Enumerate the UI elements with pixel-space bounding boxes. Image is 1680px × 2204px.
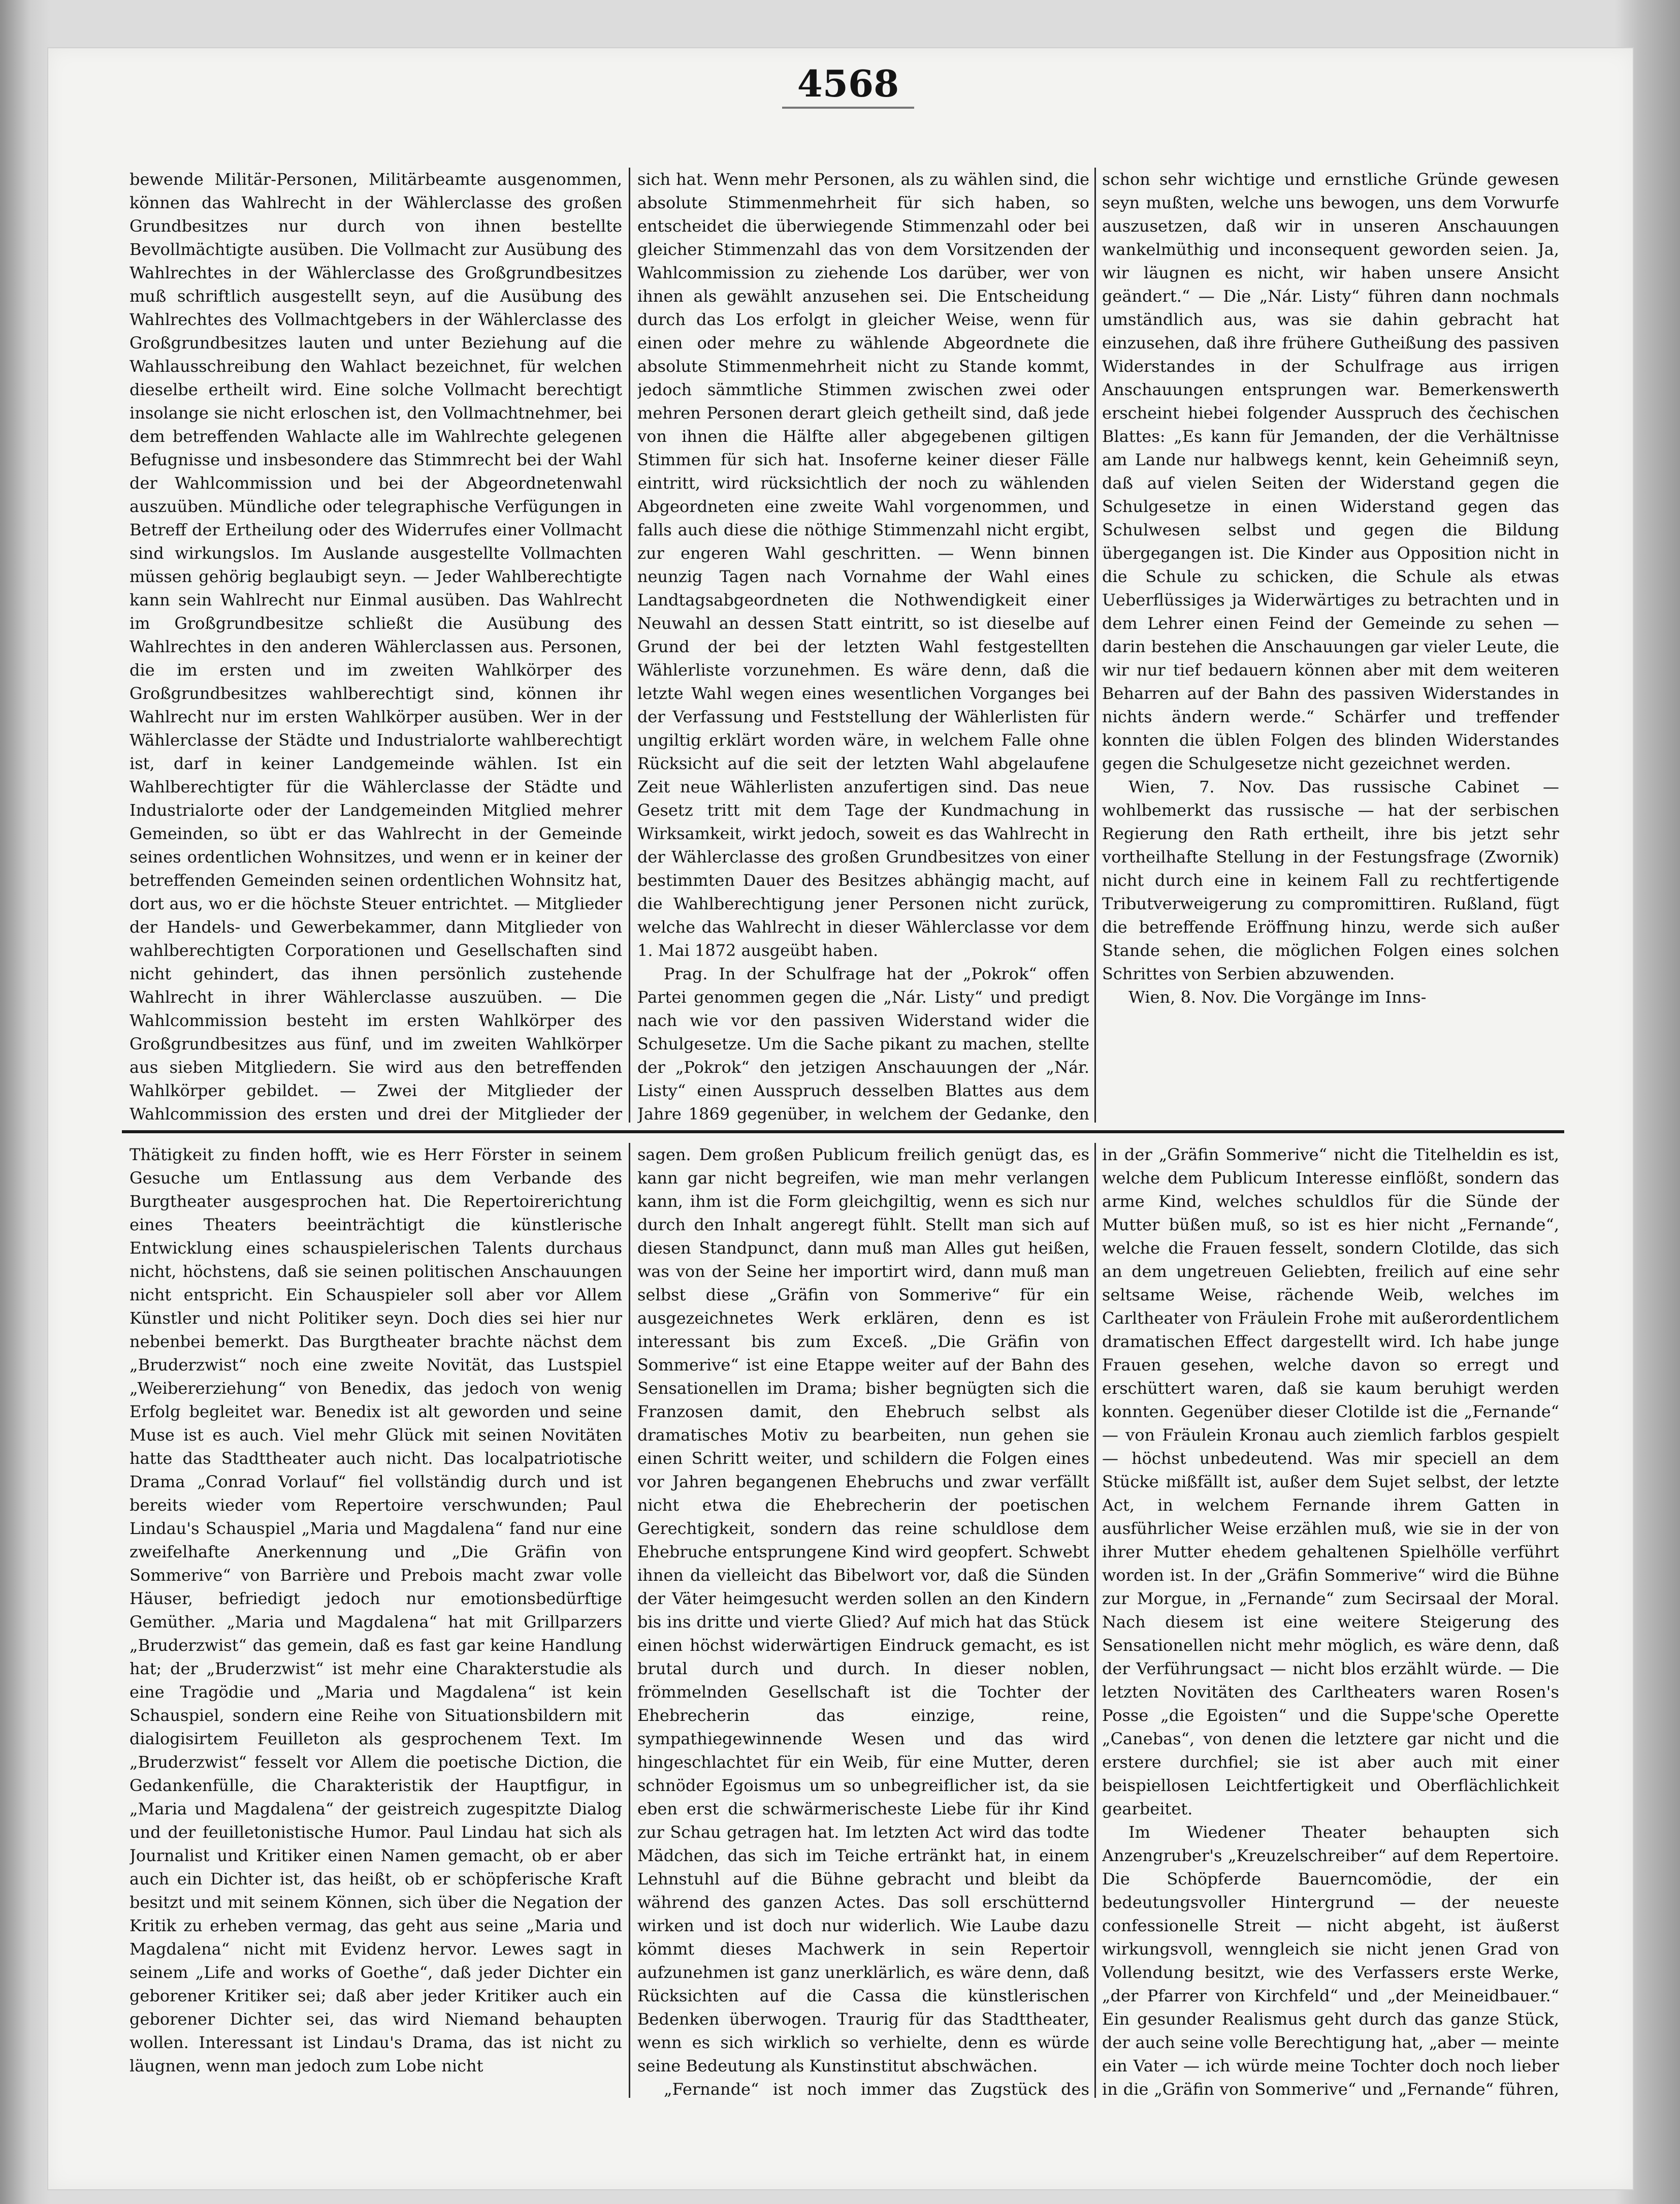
- paragraph: schon sehr wichtige und ernstliche Gründe gewesen seyn mußten, welche uns bewogen, uns dem Vorwurfe auszusetzen, daß wir in unseren Anschauungen wankelmüthig und inconsequent geworden seien. Ja, wir läugnen es nicht, wir haben unsere Ansicht geändert.“ — Die „Nár. Listy“ führen dann nochmals umständlich aus, was sie dahin gebracht hat einzusehen, daß ihre frühere Gutheißung des passiven Widerstandes in der Schulfrage aus irrigen Anschauungen entsprungen war. Bemerkenswerth erscheint hiebei folgender Ausspruch des čechischen Blattes: „Es kann für Jemanden, der die Verhältnisse am Lande nur halbwegs kennt, kein Geheimniß seyn, daß auf vielen Seiten der Widerstand gegen die Schulgesetze in einen Widerstand gegen das Schulwesen selbst und gegen die Bildung übergegangen ist. Die Kinder aus Opposition nicht in die Schule zu schicken, die Schule als etwas Ueberflüssiges ja Widerwärtiges zu betrachten und in dem Lehrer einen Feind der Gemeinde zu sehen — darin bestehen die Anschauungen gar vieler Leute, die wir nur tief bedauern können aber mit dem weiteren Beharren auf der Bahn des passiven Widerstandes in nichts ändern werde.“ Schärfer und treffender konnten die üblen Folgen des blinden Widerstandes gegen die Schulgesetze nicht gezeichnet werden.: [1102, 170, 1559, 773]
- paragraph: Wien, 7. Nov. Das russische Cabinet — wohlbemerkt das russische — hat der serbischen Regierung den Rath ertheilt, ihre bis jetzt sehr vortheilhafte Stellung in der Festungsfrage (Zwornik) nicht durch eine in keinem Fall zu rechtfertigende Tributverweigerung zu compromittiren. Rußland, fügt die betreffende Eröffnung hinzu, werde sich außer Stande sehen, die möglichen Folgen eines solchen Schrittes von Serbien abzuwenden.: [1102, 777, 1559, 983]
- upper-column-3: [1102, 168, 1559, 1128]
- lower-column-divider-2: [1094, 1143, 1096, 2098]
- paragraph: in der „Gräfin Sommerive“ nicht die Titelheldin es ist, welche dem Publicum Interesse einflößt, sondern das arme Kind, welches schuldlos für die Sünde der Mutter büßen muß, so ist es hier nicht „Fernande“, welche die Frauen fesselt, sondern Clotilde, das sich an dem ungetreuen Geliebten, freilich auf eine sehr seltsame Weise, rächende Weib, welches im Carltheater von Fräulein Frohe mit außerordentlichem dramatischen Effect dargestellt wird. Ich habe junge Frauen gesehen, welche davon so erregt und erschüttert waren, daß sie kaum beruhigt werden konnten. Gegenüber dieser Clotilde ist die „Fernande“ — von Fräulein Kronau auch ziemlich farblos gespielt — höchst unbedeutend. Was mir speciell an dem Stücke mißfällt ist, außer dem Sujet selbst, der letzte Act, in welchem Fernande ihrem Gatten in ausführlicher Weise erzählen muß, wie sie in der von ihrer Mutter ehedem gehaltenen Spielhölle verführt worden ist. In der „Gräfin Sommerive“ wird die Bühne zur Morgue, in „Fernande“ zum Secirsaal der Moral. Nach diesem ist eine weitere Steigerung des Sensationellen nicht mehr möglich, es wäre denn, daß der Verführungsact — nicht blos erzählt würde. — Die letzten Novitäten des Carltheaters waren Rosen's Posse „die Egoisten“ und die Suppe'sche Operette „Canebas“, von denen die letztere gar nicht und die erstere durchfiel; sie ist aber auch mit einer beispiellosen Leichtfertigkeit und Oberflächlichkeit gearbeitet.: [1102, 1145, 1559, 1818]
- lower-column-1: [130, 1143, 622, 2098]
- paragraph: bewende Militär-Personen, Militärbeamte ausgenommen, können das Wahlrecht in der Wählerclasse des großen Grundbesitzes nur durch von ihnen bestellte Bevollmächtigte ausüben. Die Vollmacht zur Ausübung des Wahlrechtes in der Wählerclasse des Großgrundbesitzes muß schriftlich ausgestellt seyn, auf die Ausübung des Wahlrechtes des Vollmachtgebers in der Wählerclasse des Großgrundbesitzes lauten und unter Beziehung auf die Wahlausschreibung den Wahlact bezeichnet, für welchen dieselbe ertheilt wird. Eine solche Vollmacht berechtigt insolange sie nicht erloschen ist, den Vollmachtnehmer, bei dem betreffenden Wahlacte alle im Wahlrechte gelegenen Befugnisse und insbesondere das Stimmrecht bei der Wahl der Wahlcommission und bei der Abgeordnetenwahl auszuüben. Mündliche oder telegraphische Verfügungen in Betreff der Ertheilung oder des Widerrufes einer Vollmacht sind wirkungslos. Im Auslande ausgestellte Vollmachten müssen gehörig beglaubigt seyn. — Jeder Wahlberechtigte kann sein Wahlrecht nur Einmal ausüben. Das Wahlrecht im Großgrundbesitze schließt die Ausübung des Wahlrechtes in den anderen Wählerclassen aus. Personen, die im ersten und im zweiten Wahlkörper des Großgrundbesitzes wahlberechtigt sind, können ihr Wahlrecht nur im ersten Wahlkörper ausüben. Wer in der Wählerclasse der Städte und Industrialorte wahlberechtigt ist, darf in keiner Landgemeinde wählen. Ist ein Wahlberechtigter für die Wählerclasse der Städte und Industrialorte oder der Landgemeinden Mitglied mehrer Gemeinden, so übt er das Wahlrecht in der Gemeinde seines ordentlichen Wohnsitzes, und wenn er in keiner der betreffenden Gemeinden seinen ordentlichen Wohnsitz hat, dort aus, wo er die höchste Steuer entrichtet. — Mitglieder der Handels- und Gewerbekammer, dann Mitglieder von wahlberechtigten Corporationen und Gesellschaften sind nicht gehindert, das ihnen persönlich zustehende Wahlrecht in ihrer Wählerclasse auszuüben. — Die Wahlcommission besteht im ersten Wahlkörper des Großgrundbesitzes aus fünf, und im zweiten Wahlkörper aus sieben Mitgliedern. Sie wird aus den betreffenden Wahlkörper gebildet. — Zwei der Mitglieder der Wahlcommission des ersten und drei der Mitglieder der: [130, 170, 622, 1124]
- lower-column-3: [1102, 1143, 1559, 2098]
- upper-column-divider-1: [629, 168, 630, 1123]
- paragraph: Im Wiedener Theater behaupten sich Anzengruber's „Kreuzelschreiber“ auf dem Repertoire. Die Schöpferde Bauerncomödie, der ein bedeutungsvoller Hintergrund — der neueste confessionelle Streit — nicht abgeht, ist äußerst wirkungsvoll, wenngleich sie nicht jenen Grad von Vollendung besitzt, wie des Verfassers erste Werke, „der Pfarrer von Kirchfeld“ und „der Meineidbauer.“ Ein gesunder Realismus geht durch das ganze Stück, der auch seine volle Berechtigung hat, „aber — meinte ein Vater — ich würde meine Tochter doch noch lieber in die „Gräfin von Sommerive“ und „Fernande“ führen,: [1102, 1823, 1559, 2098]
- lower-column-2: [637, 1143, 1089, 2098]
- paragraph: Prag. In der Schulfrage hat der „Pokrok“ offen Partei genommen gegen die „Nár. Listy“ und predigt nach wie vor den passiven Widerstand wider die Schulgesetze. Um die Sache pikant zu machen, stellte der „Pokrok“ den jetzigen Anschauungen der „Nár. Listy“ einen Ausspruch desselben Blattes aus dem Jahre 1869 gegenüber, in welchem der Gedanke, den: [637, 964, 1089, 1124]
- paragraph: sagen. Dem großen Publicum freilich genügt das, es kann gar nicht begreifen, wie man mehr verlangen kann, ihm ist die Form gleichgiltig, wenn es sich nur durch den Inhalt angeregt fühlt. Stellt man sich auf diesen Standpunct, dann muß man Alles gut heißen, was von der Seine her importirt wird, dann muß man selbst diese „Gräfin von Sommerive“ für ein ausgezeichnetes Werk erklären, denn es ist interessant bis zum Exceß. „Die Gräfin von Sommerive“ ist eine Etappe weiter auf der Bahn des Sensationellen im Drama; bisher begnügten sich die Franzosen damit, den Ehebruch selbst als dramatisches Motiv zu bearbeiten, nun gehen sie einen Schritt weiter, und schildern die Folgen eines vor Jahren begangenen Ehebruchs und zwar verfällt nicht etwa die Ehebrecherin der poetischen Gerechtigkeit, sondern das reine schuldlose dem Ehebruche entsprungene Kind wird geopfert. Schwebt ihnen da vielleicht das Bibelwort vor, daß die Sünden der Väter heimgesucht werden sollen an den Kindern bis ins dritte und vierte Glied? Auf mich hat das Stück einen höchst widerwärtigen Eindruck gemacht, es ist brutal durch und durch. In dieser noblen, frömmelnden Gesellschaft ist die Tochter der Ehebrecherin das einzige, reine, sympathiegewinnende Wesen und das wird hingeschlachtet für ein Weib, für eine Mutter, deren schnöder Egoismus um so unbegreiflicher ist, da sie eben erst die schwärmerischeste Liebe für ihr Kind zur Schau getragen hat. Im letzten Act wird das todte Mädchen, das sich im Teiche ertränkt hat, in einem Lehnstuhl auf die Bühne gebracht und bleibt da während des ganzen Actes. Das soll erschütternd wirken und ist doch nur widerlich. Wie Laube dazu kömmt dieses Machwerk in sein Repertoir aufzunehmen ist ganz unerklärlich, es wäre denn, daß Rücksichten auf die Cassa die künstlerischen Bedenken überwogen. Traurig für das Stadttheater, wenn es sich wirklich so verhielte, denn es würde seine Bedeutung als Kunstinstitut abschwächen.: [637, 1145, 1089, 2075]
- page-number: 4568: [797, 62, 899, 105]
- page-number-underline: [782, 107, 914, 109]
- upper-column-1: [130, 168, 622, 1128]
- paragraph: Wien, 8. Nov. Die Vorgänge im Inns-: [1128, 987, 1427, 1007]
- lower-column-divider-1: [629, 1143, 630, 2098]
- paragraph: sich hat. Wenn mehr Personen, als zu wählen sind, die absolute Stimmenmehrheit für sich haben, so entscheidet die überwiegende Stimmenzahl oder bei gleicher Stimmenzahl das von dem Vorsitzenden der Wahlcommission zu ziehende Los darüber, wer von ihnen als gewählt anzusehen sei. Die Entscheidung durch das Los erfolgt in gleicher Weise, wenn für einen oder mehre zu wählende Abgeordnete die absolute Stimmenmehrheit nicht zu Stande kommt, jedoch sämmtliche Stimmen zwischen zwei oder mehren Personen derart gleich getheilt sind, daß jede von ihnen die Hälfte aller abgegebenen giltigen Stimmen für sich hat. Insoferne keiner dieser Fälle eintritt, wird rücksichtlich der noch zu wählenden Abgeordneten eine zweite Wahl vorgenommen, und falls auch diese die nöthige Stimmenzahl nicht ergibt, zur engeren Wahl geschritten. — Wenn binnen neunzig Tagen nach Vornahme der Wahl eines Landtagsabgeordneten die Nothwendigkeit einer Neuwahl an dessen Statt eintritt, so ist dieselbe auf Grund der bei der letzten Wahl festgestellten Wählerliste vorzunehmen. Es wäre denn, daß die letzte Wahl wegen eines wesentlichen Vorganges bei der Verfassung und Feststellung der Wählerlisten für ungiltig erklärt worden wäre, in welchem Falle ohne Rücksicht auf die seit der letzten Wahl abgelaufene Zeit neue Wählerlisten anzufertigen sind. Das neue Gesetz tritt mit dem Tage der Kundmachung in Wirksamkeit, wirkt jedoch, soweit es das Wahlrecht in der Wählerclasse des großen Grundbesitzes von einer bestimmten Dauer des Besitzes abhängig macht, auf die Wahlberechtigung jener Personen nicht zurück, welche das Wahlrecht in dieser Wählerclasse vor dem 1. Mai 1872 ausgeübt haben.: [637, 170, 1089, 960]
- paragraph: „Fernande“ ist noch immer das Zugstück des: [664, 2080, 1089, 2098]
- paragraph: Thätigkeit zu finden hofft, wie es Herr Förster in seinem Gesuche um Entlassung aus dem Verbande des Burgtheater ausgesprochen hat. Die Repertoirerichtung eines Theaters beeinträchtigt die künstlerische Entwicklung eines schauspielerischen Talents durchaus nicht, höchstens, daß sie seinen politischen Anschauungen nicht entspricht. Ein Schauspieler soll aber vor Allem Künstler und nicht Politiker seyn. Doch dies sei hier nur nebenbei bemerkt. Das Burgtheater brachte nächst dem „Bruderzwist“ noch eine zweite Novität, das Lustspiel „Weibererziehung“ von Benedix, das jedoch von wenig Erfolg begleitet war. Benedix ist alt geworden und seine Muse ist es auch. Viel mehr Glück mit seinen Novitäten hatte das Stadttheater auch nicht. Das localpatriotische Drama „Conrad Vorlauf“ fiel vollständig durch und ist bereits wieder vom Repertoire verschwunden; Paul Lindau's Schauspiel „Maria und Magdalena“ fand nur eine zweifelhafte Anerkennung und „Die Gräfin von Sommerive“ von Barrière und Prebois macht zwar volle Häuser, befriedigt jedoch nur emotionsbedürftige Gemüther. „Maria und Magdalena“ hat mit Grillparzers „Bruderzwist“ das gemein, daß es fast gar keine Handlung hat; der „Bruderzwist“ ist mehr eine Charakterstudie als eine Tragödie und „Maria und Magdalena“ ist kein Schauspiel, sondern eine Reihe von Situationsbildern mit dialogisirtem Feuilleton als gesprochenem Text. Im „Bruderzwist“ fesselt vor Allem die poetische Diction, die Gedankenfülle, die Charakteristik der Hauptfigur, in „Maria und Magdalena“ der geistreich zugespitzte Dialog und der feuilletonistische Humor. Paul Lindau hat sich als Journalist und Kritiker einen Namen gemacht, ob er aber auch ein Dichter ist, das heißt, ob er schöpferische Kraft besitzt und mit seinem Können, sich über die Negation der Kritik zu erheben vermag, das geht aus seine „Maria und Magdalena“ nicht mit Evidenz hervor. Lewes sagt in seinem „Life and works of Goethe“, daß jeder Dichter ein geborener Kritiker sei; daß aber jeder Kritiker auch ein geborener Dichter sei, das wird Niemand behaupten wollen. Interessant ist Lindau's Drama, das ist nicht zu läugnen, wenn man jedoch zum Lobe nicht: [130, 1145, 622, 2075]
- section-divider-rule: [122, 1130, 1564, 1133]
- upper-column-divider-2: [1094, 168, 1096, 1123]
- upper-column-2: [637, 168, 1089, 1128]
